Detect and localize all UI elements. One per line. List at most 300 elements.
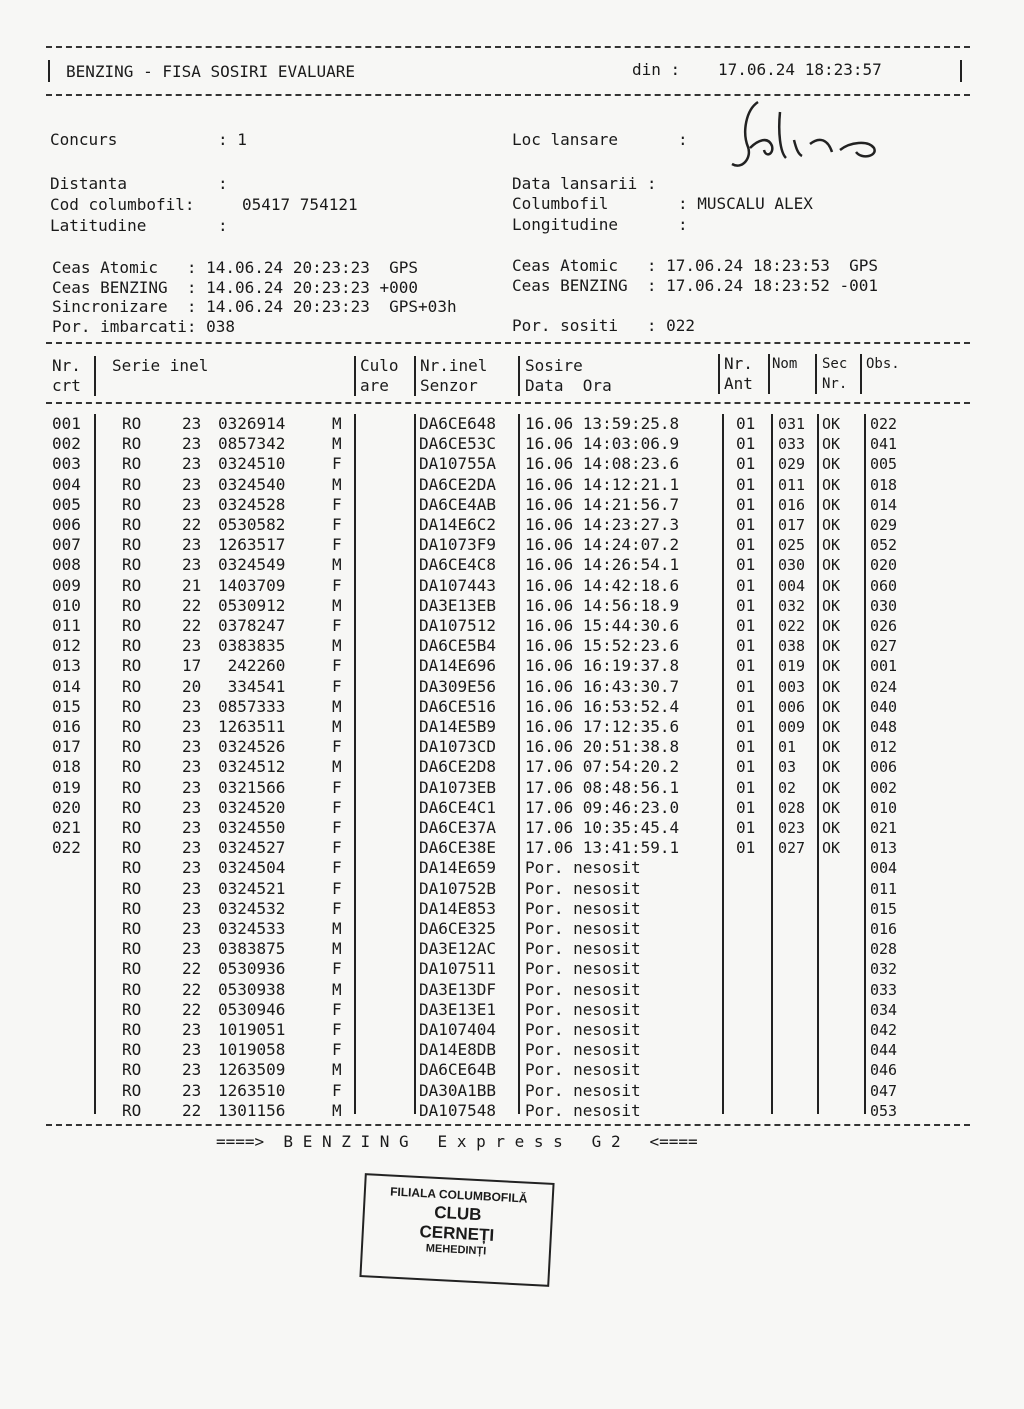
- table-row: [0, 757, 1024, 777]
- cell-senzor: DA3E13E1: [419, 999, 497, 1019]
- cell-nom: 023: [778, 819, 806, 837]
- cell-sec: OK: [822, 516, 841, 534]
- cell-senzor: DA14E696: [419, 656, 497, 676]
- cell-nr: 004: [52, 474, 81, 494]
- col-senzor: Senzor: [420, 376, 478, 395]
- cell-yy: 23: [182, 535, 202, 555]
- cell-nom: 017: [778, 516, 806, 534]
- cell-ring: 0324527: [218, 838, 286, 858]
- cell-sec: OK: [822, 536, 841, 555]
- cell-nr: 015: [52, 696, 81, 716]
- cell-sosire: 16.06 14:23:27.3: [525, 515, 680, 534]
- cell-sec: OK: [822, 637, 841, 656]
- cell-obs: 026: [870, 617, 898, 635]
- cell-cc: RO: [122, 515, 142, 534]
- cell-nom: 004: [778, 576, 806, 595]
- cell-ring: 1263509: [218, 1060, 286, 1080]
- cell-ring: 0324540: [218, 474, 286, 494]
- cell-sex: F: [332, 777, 342, 797]
- col-data-ora: Data Ora: [525, 376, 612, 395]
- cell-obs: 013: [870, 839, 898, 858]
- cell-nr: 021: [52, 818, 81, 837]
- cell-sex: M: [332, 595, 342, 615]
- cell-nr: 011: [52, 616, 81, 635]
- cell-obs: 018: [870, 475, 898, 494]
- cell-yy: 22: [182, 959, 202, 979]
- cell-yy: 23: [182, 434, 202, 454]
- cell-sec: OK: [822, 475, 841, 494]
- cell-sec: OK: [822, 495, 841, 514]
- cell-senzor: DA3E12AC: [419, 939, 497, 959]
- cell-nom: 016: [778, 495, 806, 514]
- cell-cc: RO: [122, 939, 142, 959]
- cell-obs: 024: [870, 677, 898, 696]
- table-row: [0, 1040, 1024, 1060]
- loc-lansare-label: Loc lansare: [512, 130, 618, 149]
- cell-cc: RO: [122, 1080, 142, 1100]
- cell-senzor: DA6CE4C8: [419, 555, 497, 575]
- col-serie-inel: Serie inel: [112, 356, 209, 375]
- cell-ring: 1263510: [218, 1080, 286, 1100]
- cell-senzor: DA3E13DF: [419, 979, 497, 999]
- col-sec-nr: Nr.: [822, 376, 848, 392]
- cell-cc: RO: [122, 656, 142, 676]
- cell-nom: 033: [778, 435, 806, 454]
- cell-sex: M: [332, 555, 342, 575]
- cell-sosire: Por. nesosit: [525, 898, 641, 918]
- col-crt: crt: [52, 376, 81, 395]
- table-row: [0, 515, 1024, 535]
- cell-obs: 033: [870, 980, 898, 999]
- cell-ant: 01: [736, 595, 756, 615]
- table-row: [0, 1081, 1024, 1101]
- table-row: [0, 858, 1024, 878]
- cell-senzor: DA309E56: [419, 676, 497, 696]
- cell-obs: 011: [870, 879, 898, 898]
- cell-sex: F: [332, 616, 342, 635]
- cell-ant: 01: [736, 656, 756, 676]
- cell-cc: RO: [122, 858, 142, 878]
- cell-obs: 029: [870, 516, 898, 534]
- cell-senzor: DA30A1BB: [419, 1080, 497, 1100]
- cell-yy: 23: [182, 494, 202, 514]
- table-row: [0, 475, 1024, 495]
- cell-sec: OK: [822, 677, 841, 696]
- cell-sosire: 17.06 09:46:23.0: [525, 797, 680, 817]
- cell-yy: 23: [182, 858, 202, 878]
- col-nr-ant-1: Nr.: [724, 354, 753, 373]
- cell-sosire: 16.06 15:44:30.6: [525, 616, 680, 635]
- cell-cc: RO: [122, 555, 142, 575]
- cell-sosire: 16.06 14:26:54.1: [525, 555, 680, 575]
- header-divider: [815, 354, 817, 394]
- cell-nr: 018: [52, 757, 81, 777]
- cell-ant: 01: [736, 616, 756, 635]
- table-row: [0, 596, 1024, 616]
- table-row: [0, 939, 1024, 959]
- cell-ring: 0321566: [218, 777, 286, 797]
- cell-ant: 01: [736, 676, 756, 696]
- table-row: [0, 717, 1024, 737]
- cell-nom: 03: [778, 758, 797, 777]
- stamp-line-2: CLUB: [433, 1202, 482, 1225]
- cell-cc: RO: [122, 757, 142, 777]
- cell-yy: 23: [182, 1080, 202, 1100]
- cell-sex: M: [332, 1100, 342, 1120]
- sincronizare: Sincronizare : 14.06.24 20:23:23 GPS+03h: [52, 297, 457, 316]
- cell-cc: RO: [122, 676, 142, 696]
- header-top-rule: [46, 46, 970, 48]
- header-right-bar: [960, 60, 962, 82]
- club-stamp: [359, 1173, 554, 1287]
- cell-yy: 20: [182, 676, 202, 696]
- cell-nr: 020: [52, 797, 81, 817]
- col-nr-ant-2: Ant: [724, 374, 753, 393]
- cell-obs: 021: [870, 819, 898, 837]
- cell-sosire: 16.06 14:03:06.9: [525, 434, 680, 454]
- cell-sosire: 16.06 16:43:30.7: [525, 676, 680, 696]
- cell-sosire: 16.06 13:59:25.8: [525, 414, 680, 433]
- col-nom: Nom: [772, 356, 798, 372]
- cell-sec: OK: [822, 576, 841, 595]
- stamp-line-4: MEHEDINȚI: [425, 1242, 487, 1258]
- cell-senzor: DA14E6C2: [419, 515, 497, 534]
- cod-columbofil-label: Cod columbofil:: [50, 195, 195, 214]
- cell-cc: RO: [122, 878, 142, 898]
- cell-nr: 010: [52, 595, 81, 615]
- cell-senzor: DA107404: [419, 1020, 497, 1039]
- cell-sex: M: [332, 1060, 342, 1080]
- table-row: [0, 656, 1024, 676]
- cell-senzor: DA6CE2DA: [419, 474, 497, 494]
- cell-cc: RO: [122, 1100, 142, 1120]
- cell-yy: 22: [182, 515, 202, 534]
- cell-senzor: DA6CE325: [419, 919, 497, 938]
- col-obs: Obs.: [866, 356, 900, 372]
- cell-senzor: DA14E853: [419, 898, 497, 918]
- cell-sosire: 16.06 17:12:35.6: [525, 717, 680, 736]
- porumbei-imbarcati: Por. imbarcati: 038: [52, 317, 236, 336]
- cell-ant: 01: [736, 515, 756, 534]
- col-nr-inel: Nr.inel: [420, 356, 488, 375]
- table-row: [0, 1060, 1024, 1080]
- cell-sex: F: [332, 454, 342, 474]
- cell-sex: F: [332, 1020, 342, 1039]
- cell-sosire: Por. nesosit: [525, 1100, 641, 1120]
- cell-senzor: DA107512: [419, 616, 497, 635]
- cell-sosire: 17.06 10:35:45.4: [525, 818, 680, 837]
- ceas-benzing-end: Ceas BENZING : 17.06.24 18:23:52 -001: [512, 276, 879, 295]
- data-lansarii-label: Data lansarii :: [512, 174, 657, 193]
- table-row: [0, 1101, 1024, 1121]
- cell-obs: 052: [870, 536, 898, 555]
- cell-ring: 1403709: [218, 575, 286, 595]
- cell-nr: 002: [52, 434, 81, 454]
- cell-sosire: 16.06 14:24:07.2: [525, 535, 680, 555]
- cell-sex: M: [332, 919, 342, 938]
- cell-obs: 027: [870, 637, 898, 656]
- cell-nr: 016: [52, 717, 81, 736]
- table-row: [0, 1020, 1024, 1040]
- cell-ring: 1263517: [218, 535, 286, 555]
- cell-cc: RO: [122, 636, 142, 656]
- cell-senzor: DA6CE4AB: [419, 494, 497, 514]
- cell-cc: RO: [122, 434, 142, 454]
- cell-senzor: DA6CE53C: [419, 434, 497, 454]
- cell-obs: 006: [870, 758, 898, 777]
- table-row: [0, 899, 1024, 919]
- cell-nr: 007: [52, 535, 81, 555]
- table-row: [0, 798, 1024, 818]
- cell-ring: 0324510: [218, 454, 286, 474]
- cell-obs: 015: [870, 899, 898, 918]
- cell-sosire: Por. nesosit: [525, 939, 641, 959]
- cell-sex: F: [332, 999, 342, 1019]
- cell-yy: 17: [182, 656, 202, 676]
- cell-sex: M: [332, 717, 342, 736]
- cell-sex: F: [332, 737, 342, 757]
- cell-senzor: DA6CE37A: [419, 818, 497, 837]
- cell-nom: 032: [778, 596, 806, 615]
- cell-cc: RO: [122, 777, 142, 797]
- cell-sec: OK: [822, 415, 841, 433]
- table-row: [0, 677, 1024, 697]
- footer-brand: ====> B E N Z I N G E x p r e s s G 2 <====: [216, 1132, 698, 1151]
- cell-obs: 020: [870, 556, 898, 575]
- cell-sec: OK: [822, 435, 841, 454]
- cell-cc: RO: [122, 999, 142, 1019]
- cell-senzor: DA107511: [419, 959, 497, 979]
- longitudine-label: Longitudine: [512, 215, 618, 234]
- cell-yy: 21: [182, 575, 202, 595]
- cell-nom: 029: [778, 455, 806, 474]
- cell-cc: RO: [122, 979, 142, 999]
- cell-nom: 030: [778, 556, 806, 575]
- cell-yy: 23: [182, 636, 202, 656]
- cell-ant: 01: [736, 717, 756, 736]
- cell-senzor: DA10752B: [419, 878, 497, 898]
- columbofil-value: : MUSCALU ALEX: [678, 194, 813, 213]
- cell-sosire: 16.06 14:56:18.9: [525, 595, 680, 615]
- header-left-bar: [48, 60, 50, 82]
- cell-ring: 1301156: [218, 1100, 286, 1120]
- cell-senzor: DA1073CD: [419, 737, 497, 757]
- cell-yy: 22: [182, 595, 202, 615]
- cell-nr: 022: [52, 838, 81, 858]
- cell-cc: RO: [122, 717, 142, 736]
- cell-ring: 0324550: [218, 818, 286, 837]
- cell-yy: 22: [182, 1100, 202, 1120]
- header-bottom-table-rule: [46, 402, 970, 404]
- cell-cc: RO: [122, 474, 142, 494]
- table-row: [0, 576, 1024, 596]
- cell-cc: RO: [122, 414, 142, 433]
- cell-obs: 028: [870, 940, 898, 959]
- cell-sex: M: [332, 757, 342, 777]
- cell-sosire: 16.06 20:51:38.8: [525, 737, 680, 757]
- table-row: [0, 838, 1024, 858]
- table-row: [0, 959, 1024, 979]
- cell-nr: 009: [52, 575, 81, 595]
- cell-nr: 012: [52, 636, 81, 656]
- table-row: [0, 414, 1024, 434]
- table-row: [0, 434, 1024, 454]
- table-row: [0, 980, 1024, 1000]
- ceas-atomic-start: Ceas Atomic : 14.06.24 20:23:23 GPS: [52, 258, 419, 277]
- table-row: [0, 697, 1024, 717]
- date-label: din :: [632, 60, 681, 79]
- cell-ant: 01: [736, 838, 756, 858]
- cell-obs: 034: [870, 1000, 898, 1019]
- cell-ring: 0324549: [218, 555, 286, 575]
- cell-ant: 01: [736, 757, 756, 777]
- cell-nr: 013: [52, 656, 81, 676]
- cell-senzor: DA14E8DB: [419, 1040, 497, 1060]
- cell-senzor: DA6CE38E: [419, 838, 497, 858]
- cell-sex: M: [332, 979, 342, 999]
- table-row: [0, 555, 1024, 575]
- cell-cc: RO: [122, 797, 142, 817]
- cell-ring: 0530936: [218, 959, 286, 979]
- table-row: [0, 454, 1024, 474]
- cell-ring: 0530912: [218, 595, 286, 615]
- cell-sex: F: [332, 797, 342, 817]
- cell-yy: 23: [182, 818, 202, 837]
- cell-ring: 0383835: [218, 636, 286, 656]
- cell-cc: RO: [122, 1020, 142, 1039]
- cell-obs: 040: [870, 697, 898, 716]
- cell-cc: RO: [122, 838, 142, 858]
- cell-ring: 0324528: [218, 494, 286, 514]
- cell-sosire: Por. nesosit: [525, 919, 641, 938]
- cell-nom: 027: [778, 839, 806, 858]
- cell-yy: 22: [182, 999, 202, 1019]
- cell-yy: 23: [182, 414, 202, 433]
- cell-sex: F: [332, 575, 342, 595]
- cell-ant: 01: [736, 454, 756, 474]
- cell-senzor: DA6CE64B: [419, 1060, 497, 1080]
- col-sec: Sec: [822, 356, 848, 372]
- cell-ant: 01: [736, 555, 756, 575]
- col-culoare-2: are: [360, 376, 389, 395]
- cell-sex: F: [332, 515, 342, 534]
- cell-senzor: DA14E5B9: [419, 717, 497, 736]
- handwritten-location-signature: [728, 92, 898, 182]
- cell-cc: RO: [122, 535, 142, 555]
- table-row: [0, 879, 1024, 899]
- cell-sosire: 16.06 14:08:23.6: [525, 454, 680, 474]
- cell-sex: F: [332, 838, 342, 858]
- cell-cc: RO: [122, 494, 142, 514]
- cell-ring: 1019051: [218, 1020, 286, 1039]
- cell-ring: 334541: [218, 676, 286, 696]
- cell-cc: RO: [122, 616, 142, 635]
- cell-sosire: 16.06 16:53:52.4: [525, 696, 680, 716]
- cell-sex: F: [332, 535, 342, 555]
- cell-obs: 047: [870, 1081, 898, 1100]
- cell-ant: 01: [736, 818, 756, 837]
- cell-senzor: DA1073EB: [419, 777, 497, 797]
- cell-yy: 22: [182, 979, 202, 999]
- cell-obs: 060: [870, 576, 898, 595]
- longitudine-value: :: [678, 215, 688, 234]
- cell-ring: 1019058: [218, 1040, 286, 1060]
- cell-sec: OK: [822, 455, 841, 474]
- cell-ring: 0530582: [218, 515, 286, 534]
- cell-cc: RO: [122, 454, 142, 474]
- cell-sosire: Por. nesosit: [525, 1060, 641, 1080]
- cell-sex: F: [332, 1040, 342, 1060]
- cell-ant: 01: [736, 575, 756, 595]
- cell-sosire: 17.06 07:54:20.2: [525, 757, 680, 777]
- table-row: [0, 778, 1024, 798]
- table-row: [0, 919, 1024, 939]
- cell-sex: F: [332, 898, 342, 918]
- cell-yy: 23: [182, 555, 202, 575]
- ceas-atomic-end: Ceas Atomic : 17.06.24 18:23:53 GPS: [512, 256, 879, 275]
- cell-nom: 025: [778, 536, 806, 555]
- header-divider: [94, 356, 96, 396]
- cell-yy: 23: [182, 737, 202, 757]
- cell-obs: 048: [870, 718, 898, 736]
- cell-nom: 031: [778, 415, 806, 433]
- cell-cc: RO: [122, 696, 142, 716]
- header-divider: [354, 356, 356, 396]
- cell-sosire: Por. nesosit: [525, 1040, 641, 1060]
- cell-obs: 005: [870, 455, 898, 474]
- cell-yy: 23: [182, 898, 202, 918]
- concurs-value: : 1: [218, 130, 247, 149]
- cell-sosire: 16.06 14:42:18.6: [525, 575, 680, 595]
- cell-ring: 1263511: [218, 717, 286, 736]
- cell-cc: RO: [122, 919, 142, 938]
- porumbei-sositi: Por. sositi : 022: [512, 316, 696, 335]
- cell-nr: 006: [52, 515, 81, 534]
- table-row: [0, 636, 1024, 656]
- header-divider: [860, 354, 862, 394]
- cell-yy: 23: [182, 838, 202, 858]
- table-row: [0, 818, 1024, 838]
- header-divider: [414, 356, 416, 396]
- cell-yy: 23: [182, 1020, 202, 1039]
- cell-sec: OK: [822, 596, 841, 615]
- header-divider: [518, 356, 520, 396]
- cell-nom: 003: [778, 677, 806, 696]
- cell-ant: 01: [736, 474, 756, 494]
- cell-sec: OK: [822, 697, 841, 716]
- cell-yy: 23: [182, 696, 202, 716]
- cell-sex: F: [332, 858, 342, 878]
- cell-obs: 002: [870, 778, 898, 797]
- cell-sosire: Por. nesosit: [525, 858, 641, 878]
- cell-yy: 23: [182, 1040, 202, 1060]
- cell-ring: 242260: [218, 656, 286, 676]
- table-row: [0, 616, 1024, 636]
- cell-cc: RO: [122, 959, 142, 979]
- cell-ring: 0324533: [218, 919, 286, 938]
- col-nr: Nr.: [52, 356, 81, 375]
- cell-nr: 008: [52, 555, 81, 575]
- cell-obs: 016: [870, 920, 898, 938]
- cell-sec: OK: [822, 758, 841, 777]
- cell-yy: 22: [182, 616, 202, 635]
- cell-yy: 23: [182, 757, 202, 777]
- cell-ant: 01: [736, 777, 756, 797]
- cell-sec: OK: [822, 657, 841, 676]
- cell-sex: F: [332, 676, 342, 696]
- cell-senzor: DA6CE648: [419, 414, 497, 433]
- cell-sosire: 16.06 15:52:23.6: [525, 636, 680, 656]
